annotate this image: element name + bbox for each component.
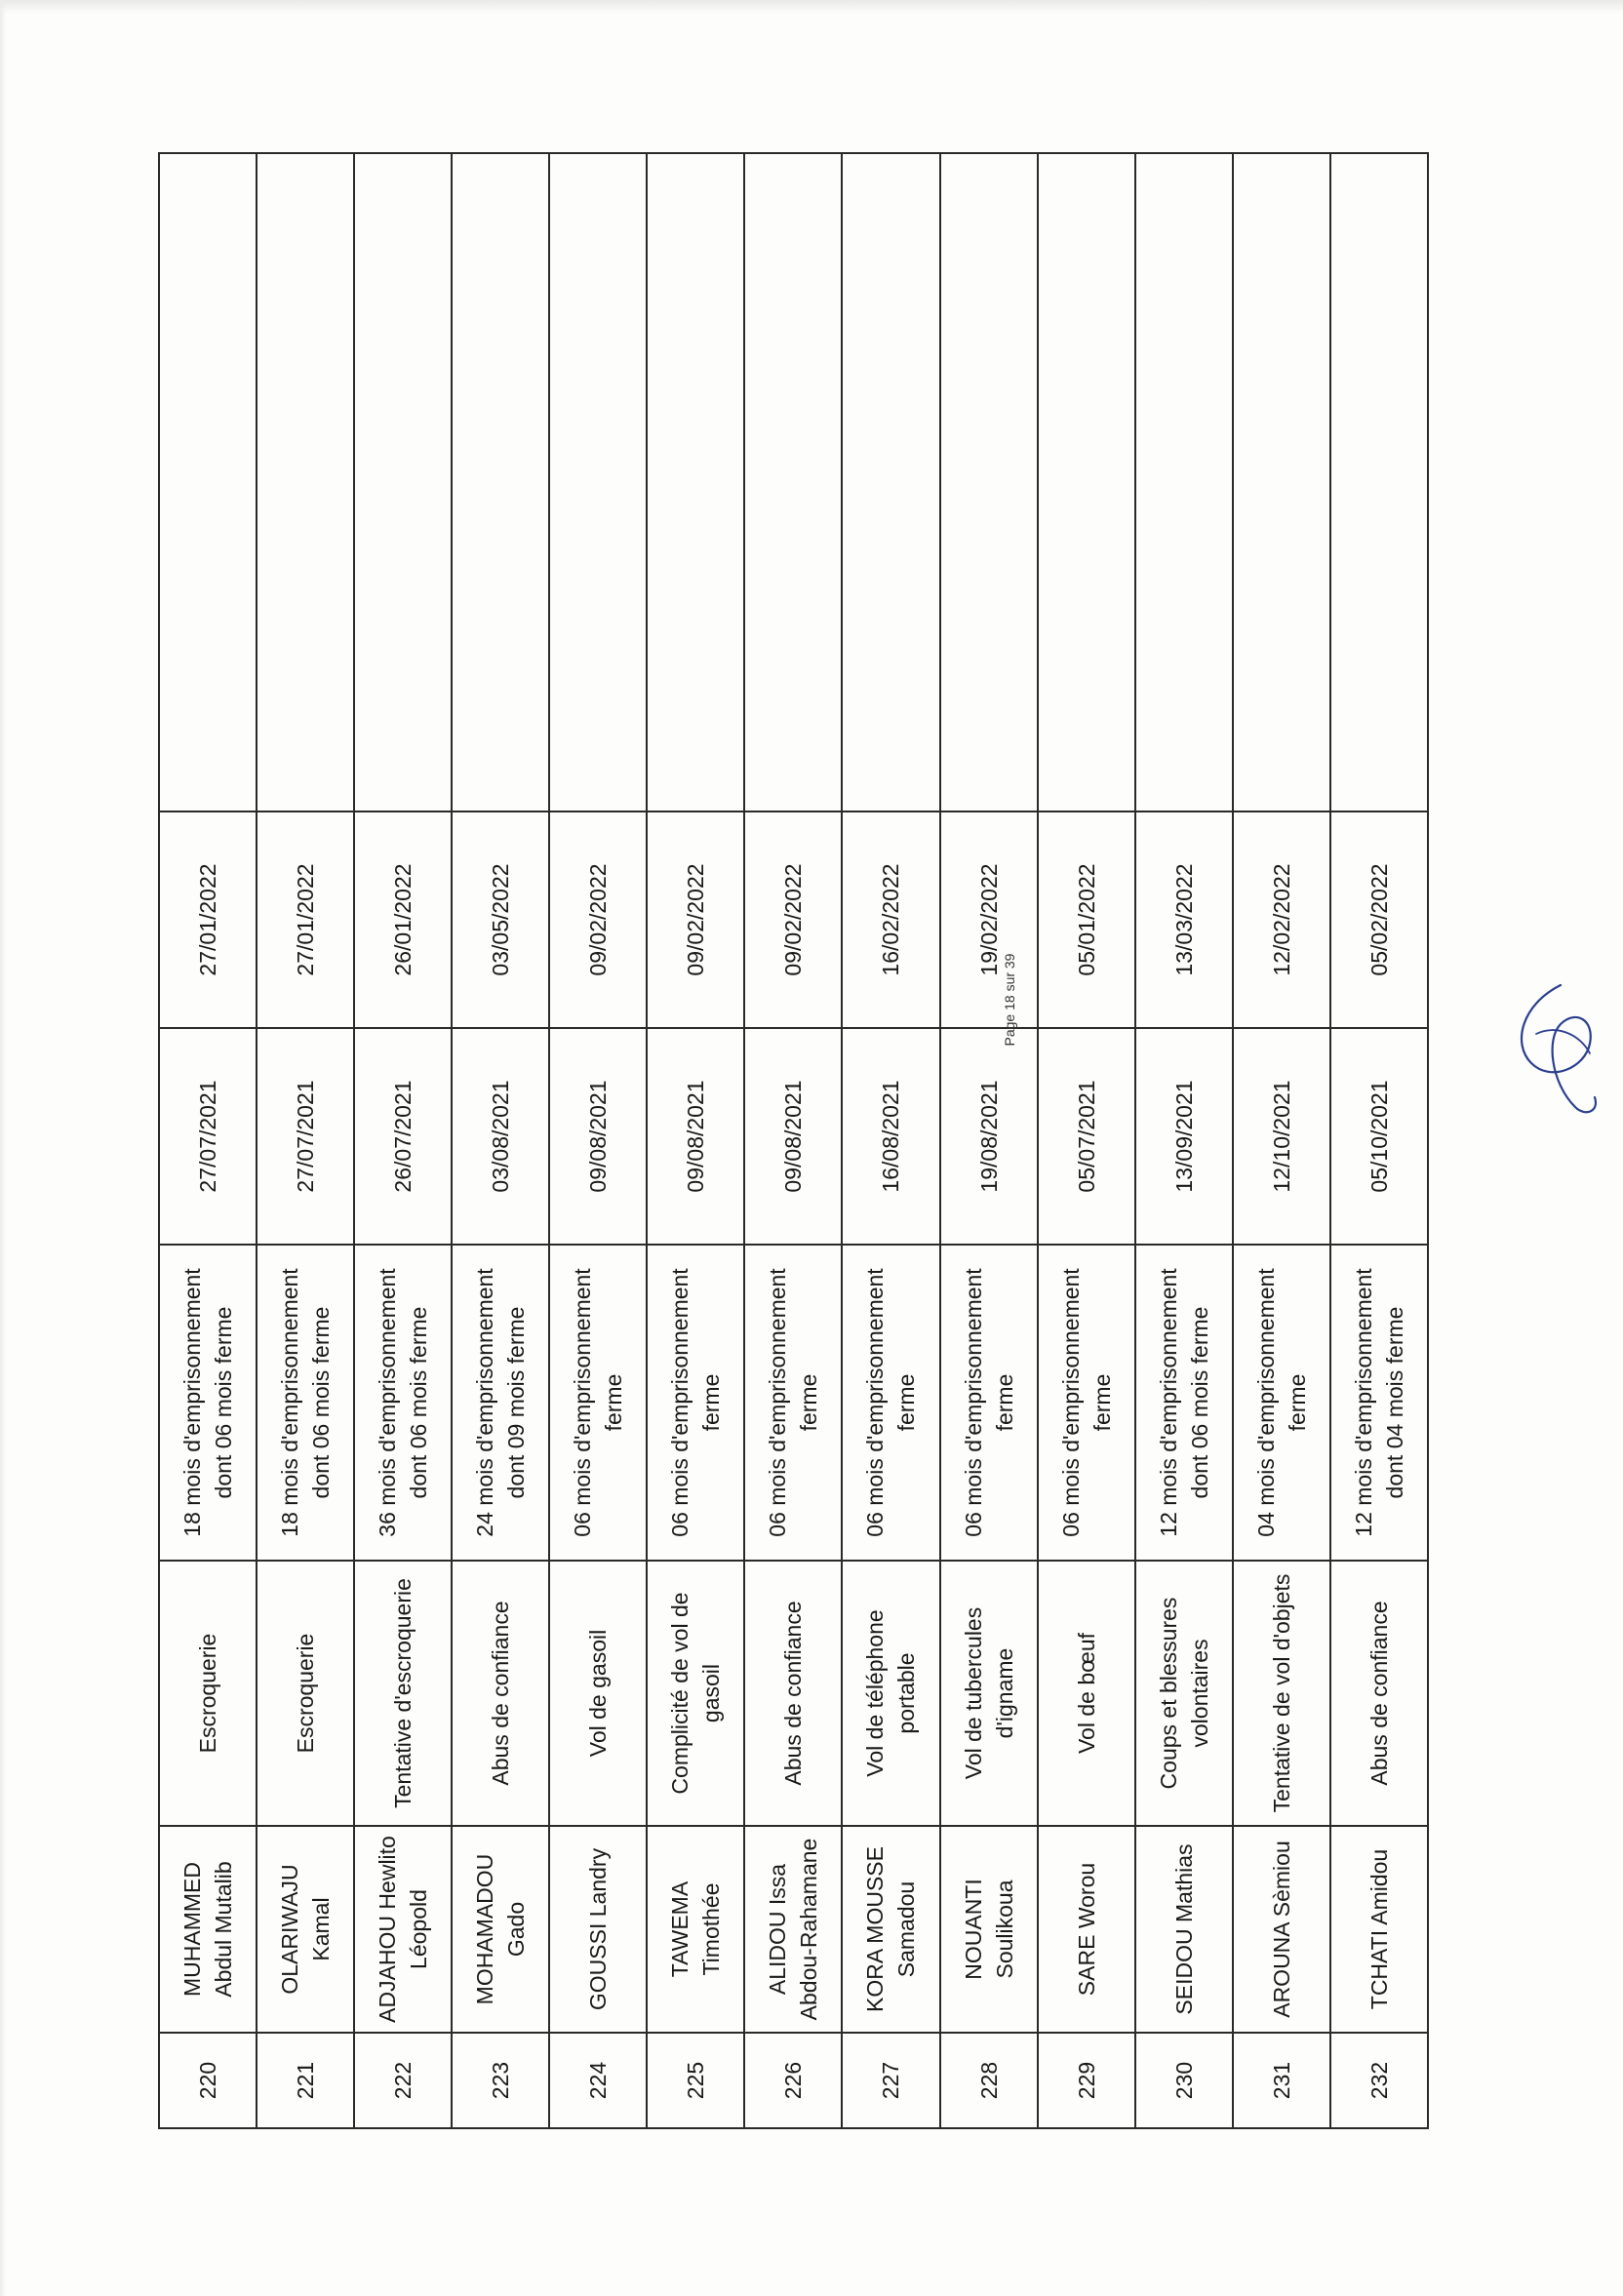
- table-row: [354, 153, 452, 2128]
- table-row: [159, 153, 257, 2128]
- row-number-cell: 225: [647, 2033, 744, 2128]
- sentence-cell: 06 mois d'emprisonnement ferme: [1038, 1245, 1135, 1561]
- row-number-cell: 228: [940, 2033, 1038, 2128]
- notes-cell: [842, 153, 939, 812]
- sentence-cell: 06 mois d'emprisonnement ferme: [842, 1245, 939, 1561]
- row-number-cell: 220: [159, 2033, 257, 2128]
- offense-cell: Complicité de vol de gasoil: [647, 1561, 744, 1826]
- start-date-cell: 19/08/2021: [940, 1028, 1038, 1245]
- start-date-cell: 27/07/2021: [159, 1028, 257, 1245]
- page-number: Page 18 sur 39: [1002, 953, 1017, 1047]
- table-row: [647, 153, 744, 2128]
- name-cell: KORA MOUSSE Samadou: [842, 1826, 939, 2033]
- sentence-cell: 06 mois d'emprisonnement ferme: [744, 1245, 842, 1561]
- end-date-cell: 27/01/2022: [257, 812, 354, 1028]
- row-number-cell: 226: [744, 2033, 842, 2128]
- name-cell: MOHAMADOU Gado: [452, 1826, 549, 2033]
- notes-cell: [744, 153, 842, 812]
- row-number-cell: 222: [354, 2033, 452, 2128]
- notes-cell: [354, 153, 452, 812]
- table-row: [1135, 153, 1233, 2128]
- end-date-cell: 27/01/2022: [159, 812, 257, 1028]
- name-cell: TCHATI Amidou: [1330, 1826, 1428, 2033]
- offense-cell: Abus de confiance: [1330, 1561, 1428, 1826]
- notes-cell: [1038, 153, 1135, 812]
- sentence-cell: 06 mois d'emprisonnement ferme: [940, 1245, 1038, 1561]
- start-date-cell: 16/08/2021: [842, 1028, 939, 1245]
- start-date-cell: 13/09/2021: [1135, 1028, 1233, 1245]
- inmate-table: [158, 152, 1429, 2129]
- offense-cell: Escroquerie: [257, 1561, 354, 1826]
- end-date-cell: 09/02/2022: [744, 812, 842, 1028]
- table-row: [842, 153, 939, 2128]
- table-row: [549, 153, 647, 2128]
- notes-cell: [1330, 153, 1428, 812]
- end-date-cell: 13/03/2022: [1135, 812, 1233, 1028]
- offense-cell: Vol de tubercules d'igname: [940, 1561, 1038, 1826]
- name-cell: MUHAMMED Abdul Mutalib: [159, 1826, 257, 2033]
- offense-cell: Escroquerie: [159, 1561, 257, 1826]
- sentence-cell: 18 mois d'emprisonnement dont 06 mois ferme: [159, 1245, 257, 1561]
- end-date-cell: 05/01/2022: [1038, 812, 1135, 1028]
- end-date-cell: 09/02/2022: [549, 812, 647, 1028]
- table-row: [940, 153, 1038, 2128]
- table-row: [1233, 153, 1330, 2128]
- row-number-cell: 223: [452, 2033, 549, 2128]
- start-date-cell: 12/10/2021: [1233, 1028, 1330, 1245]
- sentence-cell: 18 mois d'emprisonnement dont 06 mois ferme: [257, 1245, 354, 1561]
- name-cell: SARE Worou: [1038, 1826, 1135, 2033]
- start-date-cell: 03/08/2021: [452, 1028, 549, 1245]
- name-cell: GOUSSI Landry: [549, 1826, 647, 2033]
- notes-cell: [549, 153, 647, 812]
- table-row: [452, 153, 549, 2128]
- row-number-cell: 231: [1233, 2033, 1330, 2128]
- start-date-cell: 09/08/2021: [744, 1028, 842, 1245]
- row-number-cell: 224: [549, 2033, 647, 2128]
- start-date-cell: 09/08/2021: [549, 1028, 647, 1245]
- table-body: [159, 153, 1428, 2128]
- end-date-cell: 12/02/2022: [1233, 812, 1330, 1028]
- sentence-cell: 12 mois d'emprisonnement dont 04 mois ferme: [1330, 1245, 1428, 1561]
- name-cell: AROUNA Sèmiou: [1233, 1826, 1330, 2033]
- offense-cell: Vol de téléphone portable: [842, 1561, 939, 1826]
- end-date-cell: 19/02/2022: [940, 812, 1038, 1028]
- scan-edge: [0, 0, 6, 2296]
- offense-cell: Coups et blessures volontaires: [1135, 1561, 1233, 1826]
- offense-cell: Vol de gasoil: [549, 1561, 647, 1826]
- start-date-cell: 05/10/2021: [1330, 1028, 1428, 1245]
- name-cell: ADJAHOU Hewlito Léopold: [354, 1826, 452, 2033]
- notes-cell: [159, 153, 257, 812]
- sentence-cell: 06 mois d'emprisonnement ferme: [549, 1245, 647, 1561]
- notes-cell: [940, 153, 1038, 812]
- start-date-cell: 27/07/2021: [257, 1028, 354, 1245]
- sentence-cell: 36 mois d'emprisonnement dont 06 mois ferme: [354, 1245, 452, 1561]
- name-cell: SEIDOU Mathias: [1135, 1826, 1233, 2033]
- notes-cell: [1135, 153, 1233, 812]
- end-date-cell: 05/02/2022: [1330, 812, 1428, 1028]
- sentence-cell: 04 mois d'emprisonnement ferme: [1233, 1245, 1330, 1561]
- offense-cell: Abus de confiance: [744, 1561, 842, 1826]
- table-row: [257, 153, 354, 2128]
- end-date-cell: 26/01/2022: [354, 812, 452, 1028]
- table-row: [1330, 153, 1428, 2128]
- name-cell: NOUANTI Soulikoua: [940, 1826, 1038, 2033]
- table-container: [158, 154, 1429, 2129]
- start-date-cell: 05/07/2021: [1038, 1028, 1135, 1245]
- row-number-cell: 232: [1330, 2033, 1428, 2128]
- row-number-cell: 227: [842, 2033, 939, 2128]
- table-row: [744, 153, 842, 2128]
- end-date-cell: 09/02/2022: [647, 812, 744, 1028]
- sentence-cell: 12 mois d'emprisonnement dont 06 mois ferme: [1135, 1245, 1233, 1561]
- sentence-cell: 06 mois d'emprisonnement ferme: [647, 1245, 744, 1561]
- table-row: [1038, 153, 1135, 2128]
- name-cell: OLARIWAJU Kamal: [257, 1826, 354, 2033]
- start-date-cell: 26/07/2021: [354, 1028, 452, 1245]
- offense-cell: Tentative de vol d'objets: [1233, 1561, 1330, 1826]
- signature-initials: [1492, 975, 1609, 1122]
- offense-cell: Abus de confiance: [452, 1561, 549, 1826]
- name-cell: TAWEMA Timothée: [647, 1826, 744, 2033]
- row-number-cell: 230: [1135, 2033, 1233, 2128]
- sentence-cell: 24 mois d'emprisonnement dont 09 mois ferme: [452, 1245, 549, 1561]
- scan-edge: [0, 0, 1623, 14]
- end-date-cell: 16/02/2022: [842, 812, 939, 1028]
- notes-cell: [647, 153, 744, 812]
- end-date-cell: 03/05/2022: [452, 812, 549, 1028]
- notes-cell: [452, 153, 549, 812]
- notes-cell: [1233, 153, 1330, 812]
- row-number-cell: 229: [1038, 2033, 1135, 2128]
- name-cell: ALIDOU Issa Abdou-Rahamane: [744, 1826, 842, 2033]
- offense-cell: Vol de bœuf: [1038, 1561, 1135, 1826]
- offense-cell: Tentative d'escroquerie: [354, 1561, 452, 1826]
- notes-cell: [257, 153, 354, 812]
- row-number-cell: 221: [257, 2033, 354, 2128]
- start-date-cell: 09/08/2021: [647, 1028, 744, 1245]
